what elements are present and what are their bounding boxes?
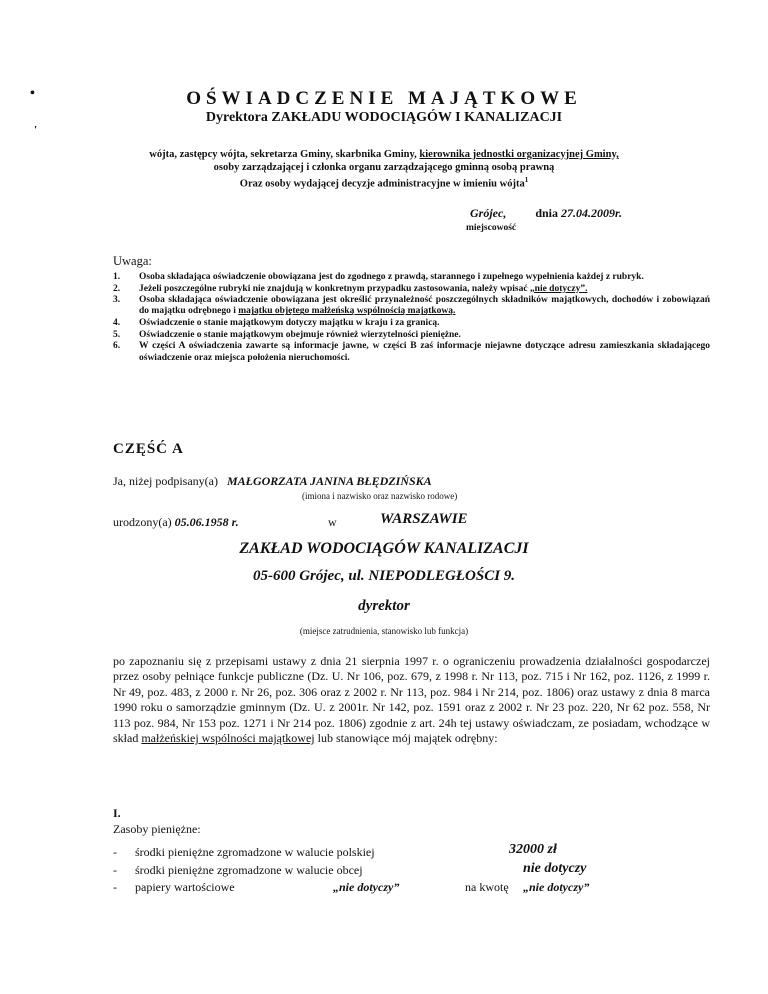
scan-speck: ': [34, 124, 38, 136]
note-item: 5. Oświadczenie o stanie majątkowym obejmuje również wierzytelności pieniężne.: [113, 329, 461, 340]
position-caption: (miejsce zatrudnienia, stanowisko lub funkcja): [299, 626, 469, 636]
notes-list: [113, 272, 710, 364]
dnia-label: dnia: [535, 206, 559, 220]
document-subtitle: Dyrektora ZAKŁADU WODOCIĄGÓW I KANALIZACJI: [205, 110, 563, 125]
employer: ZAKŁAD WODOCIĄGÓW KANALIZACJI: [239, 540, 529, 557]
intro-line-3: Oraz osoby wydającej decyzje administracyjne w imieniu wójta$^1$: [239, 176, 529, 190]
signer-row: [113, 474, 432, 489]
note-item: 3. Osoba składająca oświadczenie obowiązana jest określić przynależność poszczególnych składników majątkowych, dochodów i zobowiązań do majątku odrębnego i majątku objętego małżeńską wspólnością majątkową.: [113, 295, 710, 317]
section-title: Zasoby pieniężne:: [113, 822, 201, 836]
cash-list: [113, 842, 633, 898]
scan-speck: •: [30, 86, 35, 101]
born-place: WARSZAWIE: [380, 511, 468, 527]
cash-row: - środki pieniężne zgromadzone w walucie polskiej 32000 zł: [113, 842, 557, 859]
note-item: 2. Jeżeli poszczególne rubryki nie znajdują w konkretnym przypadku zastosowania, należy wpisać „nie dotyczy”.: [113, 283, 588, 294]
date-value: 27.04.2009r.: [561, 206, 623, 220]
statement-paragraph: po zapoznaniu się z przepisami ustawy z dnia 21 sierpnia 1997 r. o ograniczeniu prowadzenia działalności gospodarczej przez osoby pełniące funkcje publiczne (Dz. U. Nr 106, poz. 679, z 1998 r. Nr 113, poz. 715 i Nr 162, poz. 1126, z 1999 r. Nr 49, poz. 483, z 2000 r. Nr 26, poz. 306 oraz z 2002 r. Nr 113, poz. 984 i Nr 214, poz. 1806) oraz ustawy z dnia 8 marca 1990 roku o samorządzie gminnym (Dz. U. z 2001r. Nr 142, poz. 1591 oraz z 2002 r. Nr 23 poz. 220, Nr 62 poz. 558, Nr 113 poz. 984, Nr 153 poz. 1271 i Nr 214 poz. 1806) zgodnie z art. 24h tej ustawy oświadczam, ze posiadam, wchodzące w skład małżeńskiej wspólności majątkowej lub stanowiące mój majątek odrębny:: [113, 654, 710, 746]
date-row: [470, 206, 622, 221]
document-title: OŚWIADCZENIE MAJĄTKOWE: [186, 88, 582, 109]
signer-caption: (imiona i nazwisko oraz nazwisko rodowe): [302, 491, 458, 501]
born-w: w: [328, 515, 337, 529]
notes-heading: Uwaga:: [113, 254, 152, 268]
employer-address: 05-600 Grójec, ul. NIEPODLEGŁOŚCI 9.: [252, 568, 516, 584]
part-a-heading: CZĘŚĆ A: [113, 441, 184, 457]
position: dyrektor: [358, 598, 410, 614]
born-date: 05.06.1958 r.: [174, 515, 239, 529]
cash-row: - papiery wartościowe „nie dotyczy” na kwotę „nie dotyczy”: [113, 880, 590, 894]
cash-row: - środki pieniężne zgromadzone w walucie obcej nie dotyczy: [113, 860, 587, 877]
note-item: 4. Oświadczenie o stanie majątkowym dotyczy majątku w kraju i za granicą.: [113, 318, 440, 329]
intro-line-1: wójta, zastępcy wójta, sekretarza Gminy, skarbnika Gminy, kierownika jednostki organizacyjnej Gminy,: [149, 149, 619, 160]
signer-label: Ja, niżej podpisany(a): [113, 474, 218, 488]
signer-name: MAŁGORZATA JANINA BŁĘDZIŃSKA: [226, 474, 432, 488]
place-label: miejscowość: [466, 223, 517, 233]
born-row: [113, 515, 239, 530]
note-item: 6. W części A oświadczenia zawarte są informacje jawne, w części B zaś informacje niejawne dotyczące adresu zamieszkania składającego oświadczenie oraz miejsca położenia nieruchomości.: [113, 341, 710, 363]
born-label: urodzony(a): [113, 515, 172, 529]
place-value: Grójec,: [470, 206, 507, 220]
section-roman: I.: [113, 806, 121, 820]
intro-line-2: osoby zarządzającej i członka organu zarządzającego gminną osobą prawną: [213, 162, 555, 173]
note-item: 1. Osoba składająca oświadczenie obowiązana jest do zgodnego z prawdą, starannego i zupełnego wypełnienia każdej z rubryk.: [113, 272, 644, 282]
